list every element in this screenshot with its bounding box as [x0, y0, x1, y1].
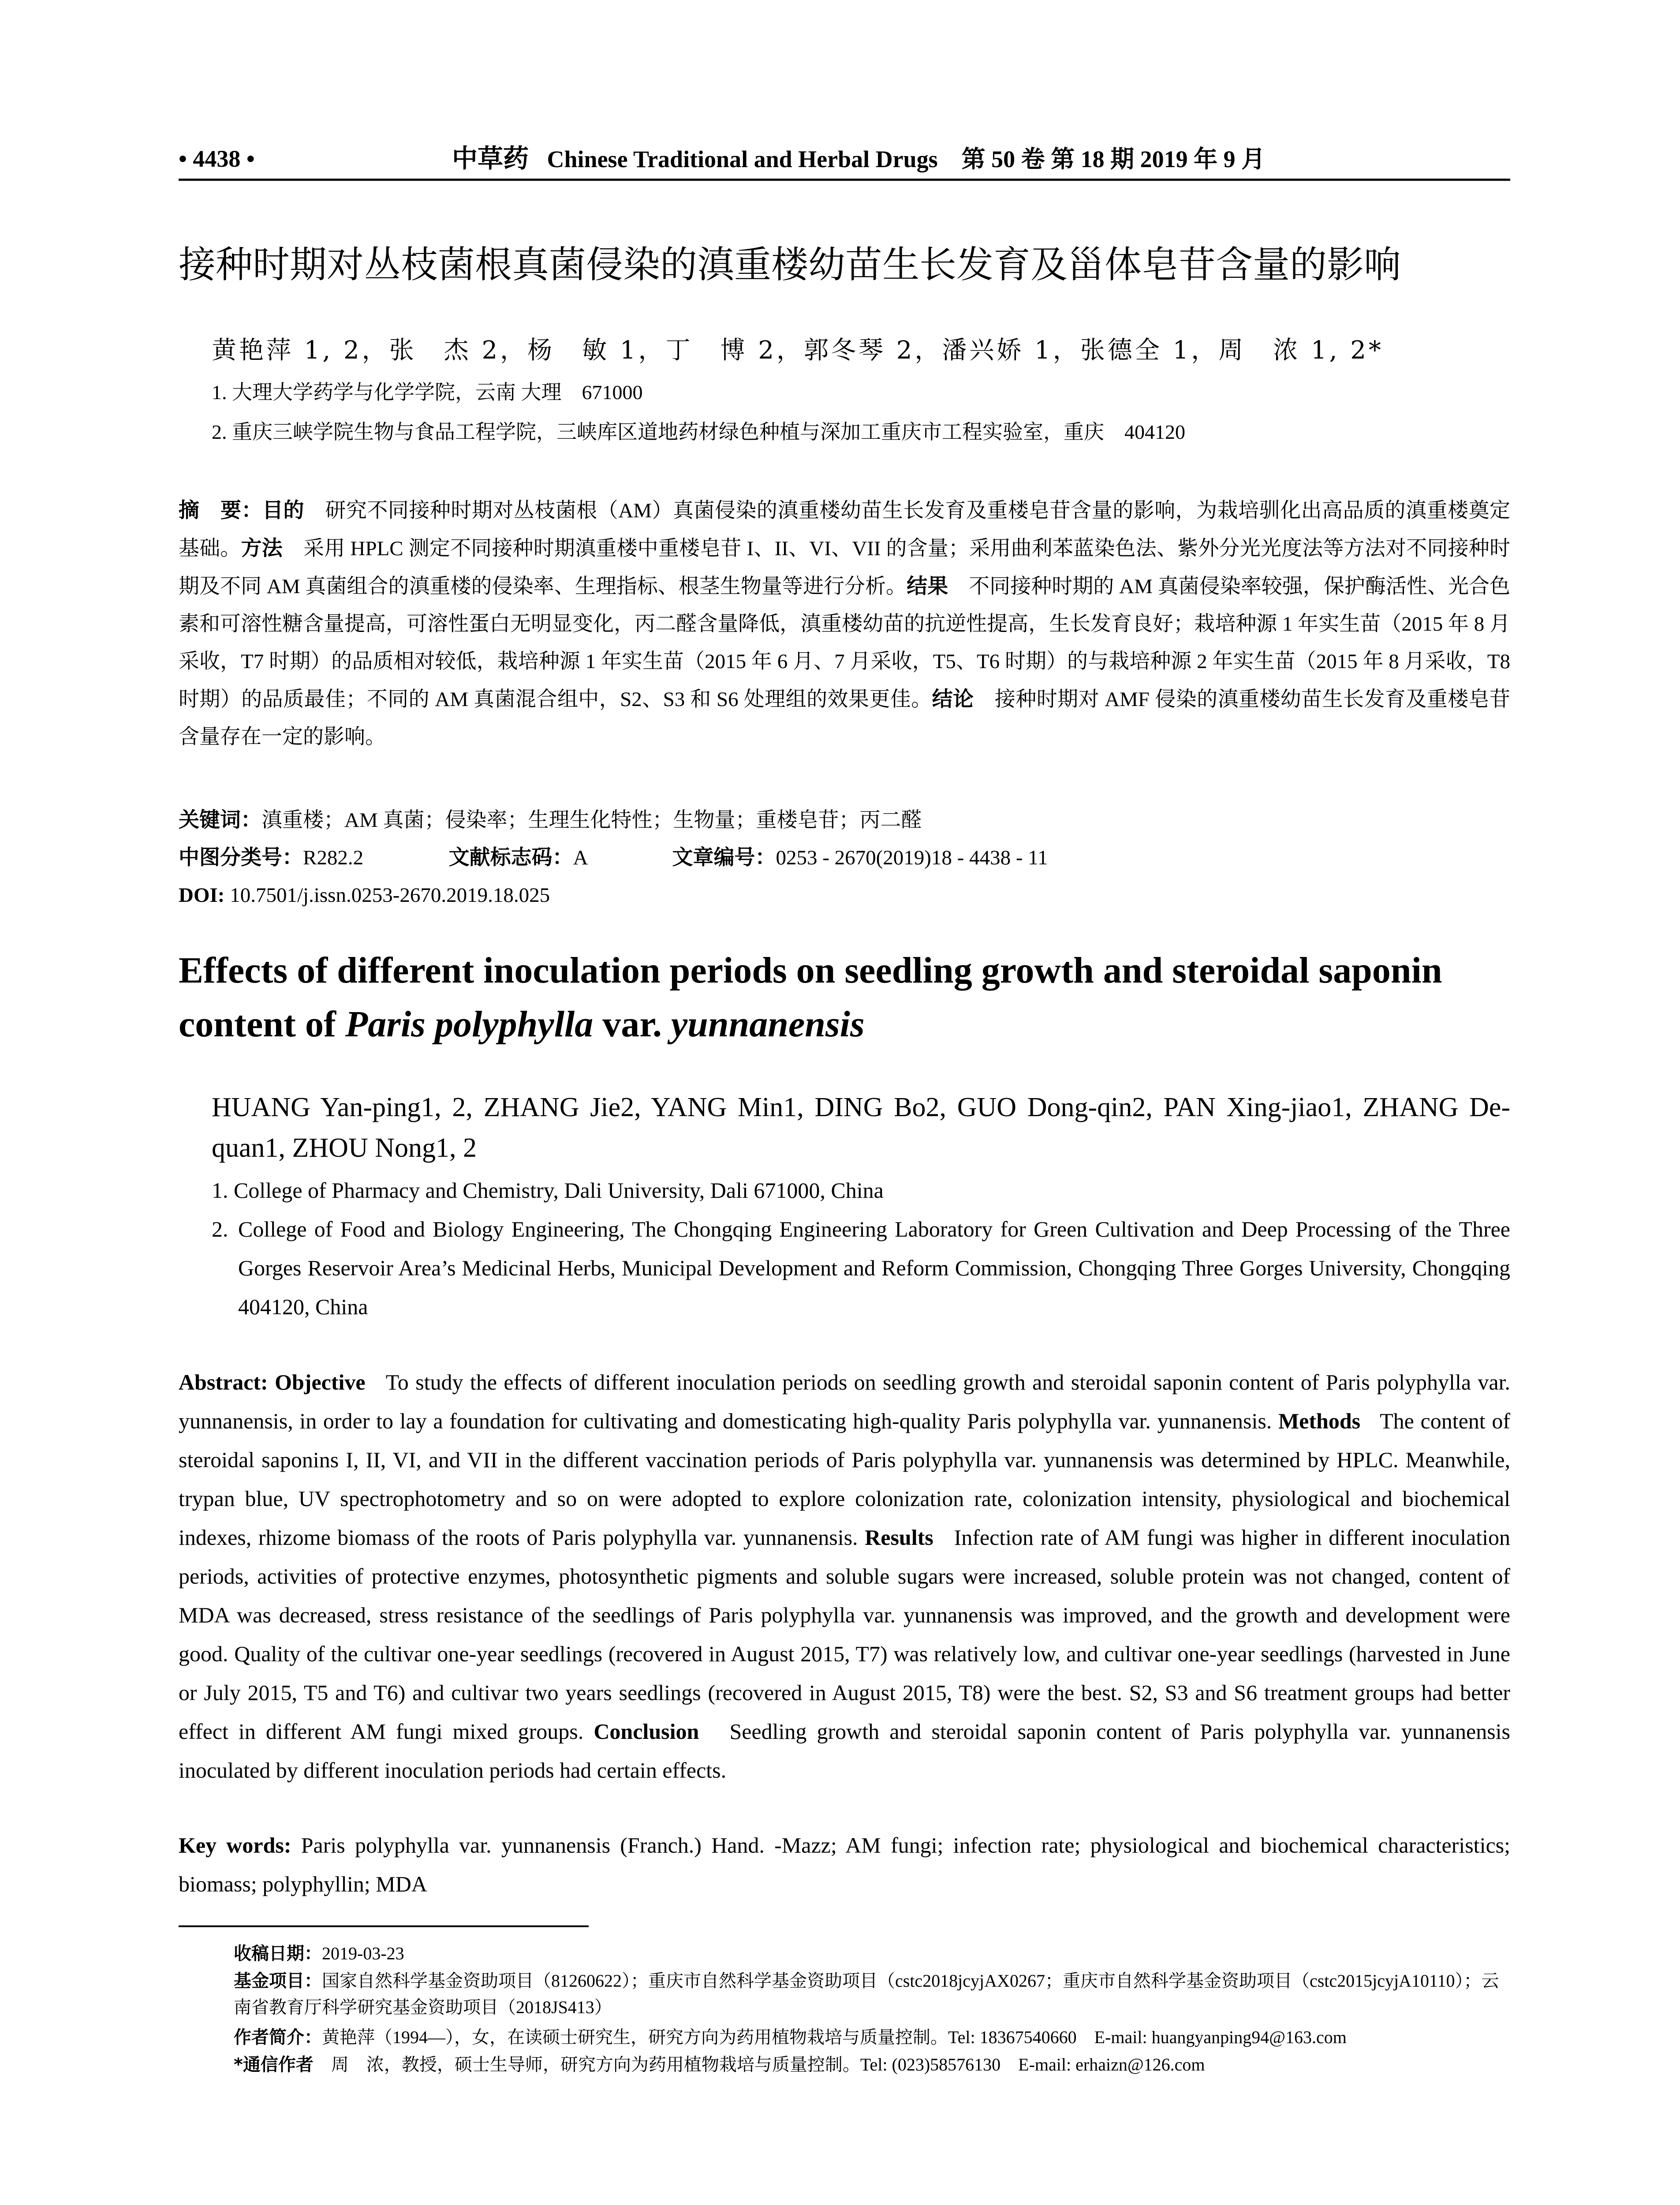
doi-label: DOI: [179, 884, 225, 907]
chinese-title: 接种时期对丛枝菌根真菌侵染的滇重楼幼苗生长发育及甾体皂苷含量的影响 [179, 243, 1401, 286]
chinese-affiliation-2: 2. 重庆三峡学院生物与食品工程学院，三峡库区道地药材绿色种植与深加工重庆市工程实验室，重庆 404120 [212, 421, 1185, 443]
author-bio-label: 作者简介： [234, 2027, 322, 2048]
footnote-author-bio [234, 2024, 1512, 2051]
affiliation-2-number: 2. [212, 1217, 228, 1241]
chinese-authors: 黄艳萍 1, 2，张 杰 2，杨 敏 1，丁 博 2，郭冬琴 2，潘兴娇 1，张德全 1，周 浓 1, 2* [212, 336, 1384, 365]
english-keywords [179, 1826, 1510, 1903]
en-abstract-objective-label: Abstract: Objective [179, 1370, 366, 1394]
received-label: 收稿日期： [234, 1943, 322, 1964]
en-objective-text: To study the effects of different inoculation periods on seedling growth and steroidal saponin content of Paris polyphylla var. yunnanensis, in order to lay a foundation for cultivating and domesticating high-quality Paris polyphylla var. yunnanensis. [179, 1370, 1510, 1433]
en-conclusion-label: Conclusion [594, 1719, 699, 1744]
english-affiliation-1: 1. College of Pharmacy and Chemistry, Dali University, Dali 671000, China [212, 1178, 884, 1203]
cn-results-text: 不同接种时期的 AM 真菌侵染率较强，保护酶活性、光合色素和可溶性糖含量提高，可溶性蛋白无明显变化，丙二醛含量降低，滇重楼幼苗的抗逆性提高，生长发育良好；栽培种源 1 年实生苗（2015 年 8 月采收，T7 时期）的品质相对较低，栽培种源 1 年实生苗（2015 年 6 月、7 月采收，T5、T6 时期）的与栽培种源 2 年实生苗（2015 年 8 月采收，T8 时期）的品质最佳；不同的 AM 真菌混合组中，S2、S3 和 S6 处理组的效果更佳。 [179, 575, 1511, 711]
journal-name: Chinese Traditional and Herbal Drugs [547, 146, 938, 172]
issue-info: 第 50 卷 第 18 期 2019 年 9 月 [961, 146, 1266, 172]
journal-logo: 中草药 [452, 144, 529, 173]
doi-link[interactable]: 10.7501/j.issn.0253-2670.2019.18.025 [230, 884, 550, 907]
en-keywords-text: Paris polyphylla var. yunnanensis (Franch.) Hand. -Mazz; AM fungi; infection rate; physiological and biochemical characteristics; biomass; polyphyllin; MDA [179, 1833, 1510, 1896]
footnote-received [234, 1940, 1512, 1967]
english-affiliation-2 [212, 1210, 1510, 1326]
footnote-funding [234, 1968, 1512, 2021]
clc-label: 中图分类号： [179, 845, 303, 870]
en-results-text: Infection rate of AM fungi was higher in different inoculation periods, activities of protective enzymes, photosynthetic pigments and soluble sugars were increased, soluble protein was not changed, content of MDA was decreased, stress resistance of the seedlings of Paris polyphylla var. yunnanensis was improved, and the growth and development were good. Quality of the cultivar one-year seedlings (recovered in August 2015, T7) was relatively low, and cultivar one-year seedlings (harvested in June or July 2015, T5 and T6) and cultivar two years seedlings (recovered in August 2015, T8) were the best. S2, S3 and S6 treatment groups had better effect in different AM fungi mixed groups. [179, 1525, 1510, 1744]
cn-classification-line [179, 840, 1048, 875]
clc-value: R282.2 [303, 846, 364, 869]
en-keywords-label: Key words: [179, 1833, 291, 1857]
en-title-epithet: yunnanensis [671, 1004, 865, 1045]
affiliation-2-text: College of Food and Biology Engineering, The Chongqing Engineering Laboratory for Green Cultivation and Deep Processing of the Three Gorges Reservoir Area’s Medicinal Herbs, Municipal Development and Reform Commission, Chongqing Three Gorges University, Chongqing 404120, China [238, 1217, 1510, 1319]
english-abstract [179, 1363, 1510, 1790]
cn-objective-text: 研究不同接种时期对丛枝菌根（AM）真菌侵染的滇重楼幼苗生长发育及重楼皂苷含量的影响，为栽培驯化出高品质的滇重楼奠定基础。 [179, 499, 1511, 560]
english-authors: HUANG Yan-ping1, 2, ZHANG Jie2, YANG Min1, DING Bo2, GUO Dong-qin2, PAN Xing-jiao1, ZHANG De-quan1, ZHOU Nong1, 2 [212, 1092, 1510, 1163]
en-title-main: Effects of different inoculation periods on seedling growth and steroidal saponin content of [179, 950, 1442, 1045]
page-number: • 4438 • [179, 146, 255, 172]
funding-label: 基金项目： [234, 1971, 322, 1991]
header-rule [179, 179, 1510, 181]
en-results-label: Results [865, 1525, 933, 1550]
article-number-value: 0253 - 2670(2019)18 - 4438 - 11 [776, 846, 1048, 869]
cn-methods-label: 方法 [241, 536, 283, 561]
doi-line [179, 878, 550, 913]
footnote-rule [179, 1925, 589, 1927]
cn-abstract-label: 摘 要： [179, 498, 262, 523]
chinese-affiliation-1: 1. 大理大学药学与化学学院，云南 大理 671000 [212, 381, 643, 404]
received-date: 2019-03-23 [322, 1943, 404, 1963]
cn-conclusion-label: 结论 [932, 687, 974, 711]
journal-banner [452, 141, 1265, 177]
en-conclusion-text: Seedling growth and steroidal saponin content of Paris polyphylla var. yunnanensis inoculated by different inoculation periods had certain effects. [179, 1719, 1510, 1783]
en-methods-label: Methods [1278, 1409, 1361, 1433]
cn-keywords [179, 803, 922, 838]
footnote-corresponding [234, 2052, 1512, 2078]
funding-text: 国家自然科学基金资助项目（81260622）；重庆市自然科学基金资助项目（cstc2018jcyjAX0267；重庆市自然科学基金资助项目（cstc2015jcyjA10110）；云南省教育厅科学研究基金资助项目（2018JS413） [234, 1971, 1499, 2017]
doc-code-label: 文献标志码： [448, 845, 573, 870]
english-title [179, 944, 1510, 1051]
corresponding-text: 周 浓，教授，硕士生导师，研究方向为药用植物栽培与质量控制。Tel: (023)58576130 E-mail: erhaizn@126.com [313, 2055, 1205, 2074]
corresponding-label: *通信作者 [234, 2055, 314, 2075]
cn-keywords-text: 滇重楼；AM 真菌；侵染率；生理生化特性；生物量；重楼皂苷；丙二醛 [261, 809, 922, 832]
en-title-species: Paris polyphylla [345, 1004, 594, 1045]
chinese-abstract [179, 492, 1510, 756]
cn-keywords-label: 关键词： [179, 808, 261, 832]
doc-code-value: A [573, 846, 587, 869]
author-bio-text: 黄艳萍（1994—），女，在读硕士研究生，研究方向为药用植物栽培与质量控制。Tel: 18367540660 E-mail: huangyanping94@163.com [322, 2027, 1347, 2047]
en-methods-text: The content of steroidal saponins I, II, VI, and VII in the different vaccination periods of Paris polyphylla var. yunnanensis was determined by HPLC. Meanwhile, trypan blue, UV spectrophotometry and so on were adopted to explore colonization rate, colonization intensity, physiological and biochemical indexes, rhizome biomass of the roots of Paris polyphylla var. yunnanensis. [179, 1409, 1511, 1550]
cn-results-label: 结果 [907, 574, 948, 598]
cn-conclusion-text: 接种时期对 AMF 侵染的滇重楼幼苗生长发育及重楼皂苷含量存在一定的影响。 [179, 688, 1511, 748]
cn-objective-label: 目的 [262, 498, 304, 523]
en-title-var: var. [593, 1004, 671, 1045]
running-header [179, 141, 1510, 176]
cn-methods-text: 采用 HPLC 测定不同接种时期滇重楼中重楼皂苷 I、II、VI、VII 的含量；采用曲利苯蓝染色法、紫外分光光度法等方法对不同接种时期及不同 AM 真菌组合的滇重楼的侵染率、生理指标、根茎生物量等进行分析。 [179, 537, 1511, 598]
article-number-label: 文章编号： [672, 845, 776, 870]
